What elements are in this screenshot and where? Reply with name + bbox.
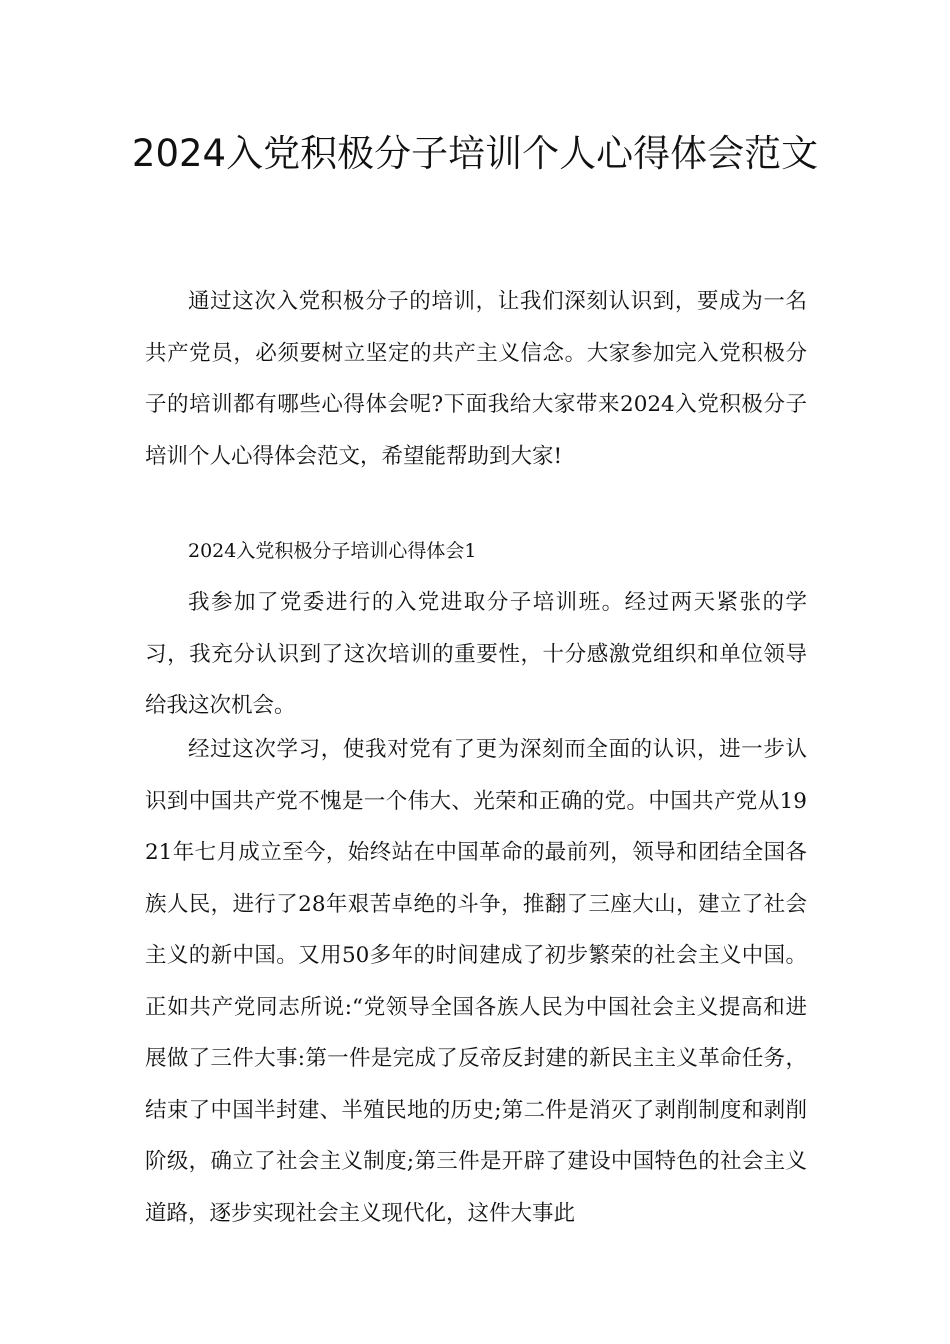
body-paragraph-1: 我参加了党委进行的入党进取分子培训班。经过两天紧张的学习，我充分认识到了这次培训的重要性，十分感激党组织和单位领导给我这次机会。 bbox=[145, 590, 807, 718]
section-heading: 2024入党积极分子培训心得体会1 bbox=[188, 540, 477, 562]
intro-paragraph: 通过这次入党积极分子的培训，让我们深刻认识到，要成为一名共产党员，必须要树立坚定的共产主义信念。大家参加完入党积极分子的培训都有哪些心得体会呢?下面我给大家带来2024入党积极分子培训个人心得体会范文，希望能帮助到大家! bbox=[145, 289, 807, 469]
body-paragraph-2: 经过这次学习，使我对党有了更为深刻而全面的认识，进一步认识到中国共产党不愧是一个伟大、光荣和正确的党。中国共产党从1921年七月成立至今，始终站在中国革命的最前列，领导和团结全国各族人民，进行了28年艰苦卓绝的斗争，推翻了三座大山，建立了社会主义的新中国。又用50多年的时间建成了初步繁荣的社会主义中国。正如共产党同志所说:“党领导全国各族人民为中国社会主义提高和进展做了三件大事:第一件是完成了反帝反封建的新民主主义革命任务，结束了中国半封建、半殖民地的历史;第二件是消灭了剥削制度和剥削阶级，确立了社会主义制度;第三件是开辟了建设中国特色的社会主义道路，逐步实现社会主义现代化，这件大事此 bbox=[145, 737, 807, 1226]
document-title: 2024入党积极分子培训个人心得体会范文 bbox=[131, 132, 819, 175]
